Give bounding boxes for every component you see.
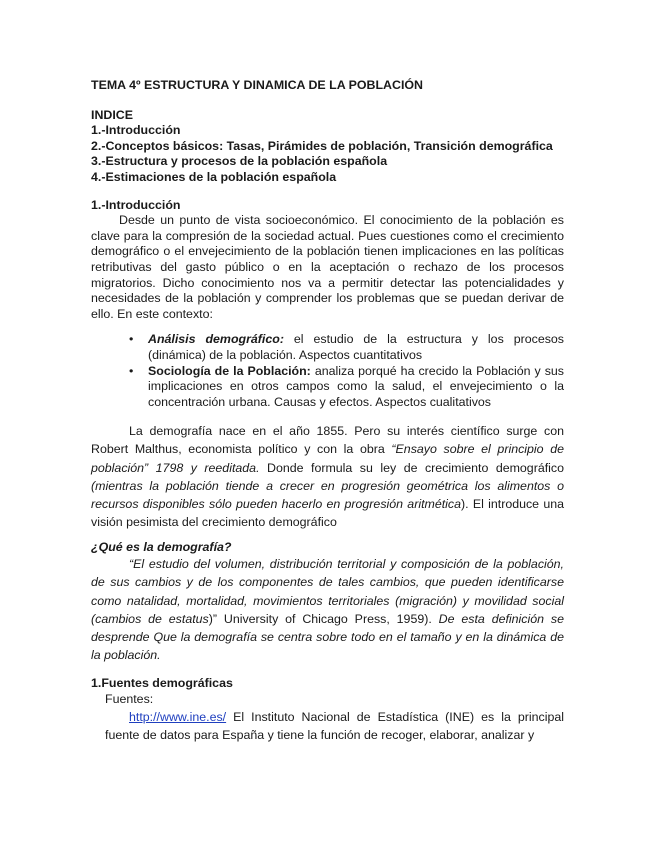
bullet-text: el estudio de la estructura y los procesos (dinámica) de la población. Aspectos cuantitativos (148, 332, 564, 362)
question-heading: ¿Qué es la demografía? (91, 539, 232, 554)
demografia-paragraph (91, 422, 564, 531)
demografia-text-1: La demografía nace en el año 1855. Pero su interés científico surge con Robert Malthus, economista político y con la obra (91, 424, 564, 457)
document-title: TEMA 4º ESTRUCTURA Y DINAMICA DE LA POBLACIÓN (91, 78, 423, 92)
index-heading: INDICE (91, 107, 133, 122)
bullet-icon: • (129, 332, 134, 347)
sources-label: Fuentes: (105, 691, 154, 706)
malthus-law: (mientras la población tiende a crecer en progresión geométrica los alimentos o recursos disponibles sólo pueden hacerlo en progresión aritmética (91, 478, 564, 512)
sources-heading: 1.Fuentes demográficas (91, 676, 233, 691)
definition-conclusion: De esta definición se desprende Que la demografía se centra sobre todo en el tamaño y en la dinámica de la población. (91, 611, 565, 663)
index-item-2: 2.-Conceptos básicos: Tasas, Pirámides de población, Transición demográfica (91, 138, 553, 153)
definition-quote: “El estudio del volumen, distribución territorial y composición de la población, de sus cambios y de los componentes de tales cambios, que pueden identificarse como natalidad, mortalidad, movimientos territoriales (migración) y movilidad social (cambios de estatus (91, 557, 564, 626)
demografia-text-2: Donde formula su ley de crecimiento demográfico (259, 460, 565, 475)
bullet-term: Sociología de la Población: (148, 363, 311, 378)
list-item (129, 332, 564, 363)
definition-paragraph (91, 555, 564, 664)
intro-paragraph: Desde un punto de vista socioeconómico. El conocimiento de la población es clave para la compresión de la sociedad actual. Pues cuestiones como el crecimiento demográfico o el envejecimiento de la población tienen implicaciones en las políticas retributivas del gasto público o en la aceptación o rechazo de los procesos migratorios. Dicho conocimiento nos va a permitir detectar las potencialidades y necesidades de la población y comprender los problemas que se puedan derivar de ello. En este contexto: (91, 213, 564, 321)
bullet-term: Análisis demográfico: (148, 332, 284, 347)
index-section (91, 108, 564, 186)
demografia-text-3: ). El introduce una visión pesimista del crecimiento demográfico (91, 497, 564, 530)
bullet-icon: • (129, 363, 134, 378)
index-item-1: 1.-Introducción (91, 123, 181, 138)
index-item-3: 3.-Estructura y procesos de la población española (91, 154, 388, 169)
definition-source: )” University of Chicago Press, 1959). (208, 611, 432, 626)
ine-description: El Instituto Nacional de Estadística (INE) es la principal fuente de datos para España y tiene la función de recoger, elaborar, analizar y (105, 709, 564, 742)
ine-link[interactable]: http://www.ine.es/ (129, 709, 227, 724)
malthus-work-title: “Ensayo sobre el principio de población” 1798 y reeditada. (91, 442, 564, 475)
intro-heading: 1.-Introducción (91, 197, 181, 212)
index-item-4: 4.-Estimaciones de la población española (91, 169, 337, 184)
list-item (129, 363, 565, 411)
ine-paragraph (91, 708, 564, 744)
bullet-list (91, 332, 564, 410)
bullet-text: analiza porqué ha crecido la Población y sus implicaciones en otros campos como la salud, el envejecimiento o la concentración urbana. Causas y efectos. Aspectos cualitativos (148, 363, 565, 409)
